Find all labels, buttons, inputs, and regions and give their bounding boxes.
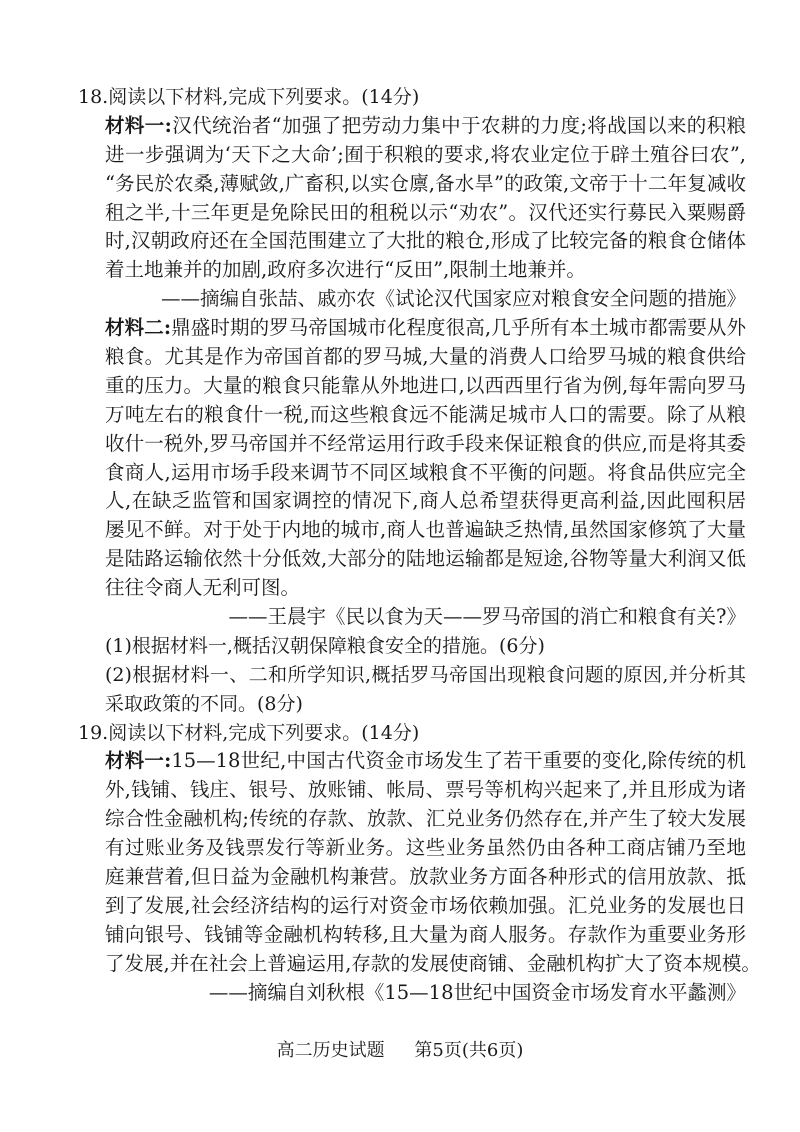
q18-material1-line: 租之半,十三年更是免除民田的租税以示“劝农”。汉代还实行募民入粟赐爵	[105, 200, 746, 224]
q19-material1-line	[78, 747, 746, 776]
text: 鼎盛时期的罗马帝国城市化程度很高,几乎所有本土城市都需要从外	[171, 316, 746, 340]
q19-material1-line: 综合性金融机构;传统的存款、放款、汇兑业务仍然存在,并产生了较大发展	[105, 807, 746, 831]
q19-material1-line: 外,钱铺、钱庄、银号、放账铺、帐局、票号等机构兴起来了,并且形成为诸	[105, 778, 746, 802]
question-18-title: 18.阅读以下材料,完成下列要求。(14分)	[78, 86, 420, 108]
q18-material2-line: 收什一税外,罗马帝国并不经常运用行政手段来保证粮食的供应,而是将其委	[105, 431, 746, 455]
material-label: 材料一:	[105, 113, 172, 137]
question-19-title: 19.阅读以下材料,完成下列要求。(14分)	[78, 721, 420, 744]
q18-material1-line: 时,汉朝政府还在全国范围建立了大批的粮仓,形成了比较完备的粮食仓储体	[105, 229, 746, 253]
footer-subject: 高二历史试题	[276, 1040, 385, 1061]
q19-material1-line: 有过账业务及钱票发行等新业务。这些业务虽然仍由各种工商店铺乃至地	[105, 836, 746, 860]
q18-subquestion-2: (2)根据材料一、二和所学知识,概括罗马帝国出现粮食问题的原因,并分析其	[105, 663, 746, 686]
q18-subquestion-1: (1)根据材料一,概括汉朝保障粮食安全的措施。(6分)	[105, 634, 545, 657]
q18-material1-line: 进一步强调为‘天下之大命’;囿于积粮的要求,将农业定位于辟土殖谷曰农”,	[105, 142, 746, 166]
q18-subquestion-2-cont: 采取政策的不同。(8分)	[105, 692, 303, 715]
q18-material2-source: ——王晨宇《民以食为天——罗马帝国的消亡和粮食有关?》	[228, 605, 746, 629]
q18-material2-line: 万吨左右的粮食什一税,而这些粮食远不能满足城市人口的需要。除了从粮	[105, 402, 746, 426]
material-label: 材料一:	[105, 749, 172, 773]
q18-material2-line: 是陆路运输依然十分低效,大部分的陆地运输都是短途,谷物等量大利润又低	[105, 547, 746, 571]
q19-material1-line: 到了发展,社会经济结构的运行对资金市场依赖加强。汇兑业务的发展也日	[105, 893, 746, 917]
q18-material2-line: 屡见不鲜。对于处于内地的城市,商人也普遍缺乏热情,虽然国家修筑了大量	[105, 518, 746, 542]
q18-material2-line: 粮食。尤其是作为帝国首都的罗马城,大量的消费人口给罗马城的粮食供给	[105, 345, 746, 369]
q18-material2-line: 往往令商人无利可图。	[105, 576, 301, 600]
page-footer	[0, 1036, 800, 1062]
q18-material2-line: 人,在缺乏监管和国家调控的情况下,商人总希望获得更高利益,因此囤积居	[105, 489, 746, 513]
q18-material2-line	[78, 314, 746, 343]
material-label: 材料二:	[105, 316, 172, 340]
q18-material1-line: 着土地兼并的加剧,政府多次进行“反田”,限制土地兼并。	[105, 258, 586, 282]
exam-page	[78, 83, 761, 1008]
q19-material1-source: ——摘编自刘秋根《15—18世纪中国资金市场发育水平蠡测》	[208, 980, 746, 1004]
q19-material1-line: 庭兼营着,但日益为金融机构兼营。放款业务方面各种形式的信用放款、抵	[105, 865, 746, 889]
q18-material1-source: ——摘编自张喆、戚亦农《试论汉代国家应对粮食安全问题的措施》	[160, 287, 746, 311]
text: 汉代统治者“加强了把劳动力集中于农耕的力度;将战国以来的积粮	[171, 113, 746, 137]
q19-material1-line: 铺向银号、钱铺等金融机构转移,且大量为商人服务。存款作为重要业务形	[105, 922, 746, 946]
q18-material1-line	[78, 112, 746, 141]
text: 15—18世纪,中国古代资金市场发生了若干重要的变化,除传统的机	[171, 749, 746, 773]
q18-material1-line: “务民於农桑,薄赋敛,广畜积,以实仓廪,备水旱”的政策,文帝于十二年复减收	[105, 171, 746, 195]
q18-material2-line: 重的压力。大量的粮食只能靠从外地进口,以西西里行省为例,每年需向罗马	[105, 373, 746, 397]
q18-material2-line: 食商人,运用市场手段来调节不同区域粮食不平衡的问题。将食品供应完全	[105, 460, 746, 484]
q19-material1-line: 了发展,并在社会上普遍运用,存款的发展使商铺、金融机构扩大了资本规模。	[105, 951, 761, 975]
footer-page-number: 第5页(共6页)	[414, 1040, 524, 1061]
